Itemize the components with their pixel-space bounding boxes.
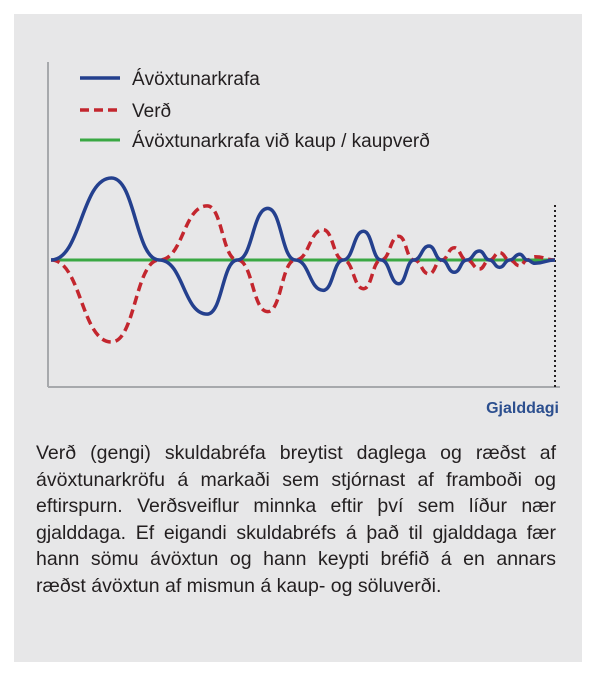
caption-text: Verð (gengi) skuldabréfa breytist daglega og ræðst af ávöxtunarkröfu á markaði sem stjórnast af framboði og eftirspurn. Verðsveiflur minnka eftir því sem líður nær gjalddaga. Ef eigandi skuldabréfs á það til gjalddaga fær hann sömu ávöxtun og hann keypti bréfið á en annars ræðst ávöxtun af mismun á kaup- og söluverði. xyxy=(36,442,556,597)
legend-label: Ávöxtunarkrafa við kaup / kaupverð xyxy=(132,131,430,152)
x-axis-label: Gjalddagi xyxy=(486,400,559,417)
legend xyxy=(80,69,430,152)
series-layer xyxy=(51,178,555,342)
legend-label: Ávöxtunarkrafa xyxy=(132,69,260,90)
legend-label: Verð xyxy=(132,101,172,122)
series-line-yield xyxy=(51,178,555,314)
series-line-price xyxy=(51,206,555,342)
